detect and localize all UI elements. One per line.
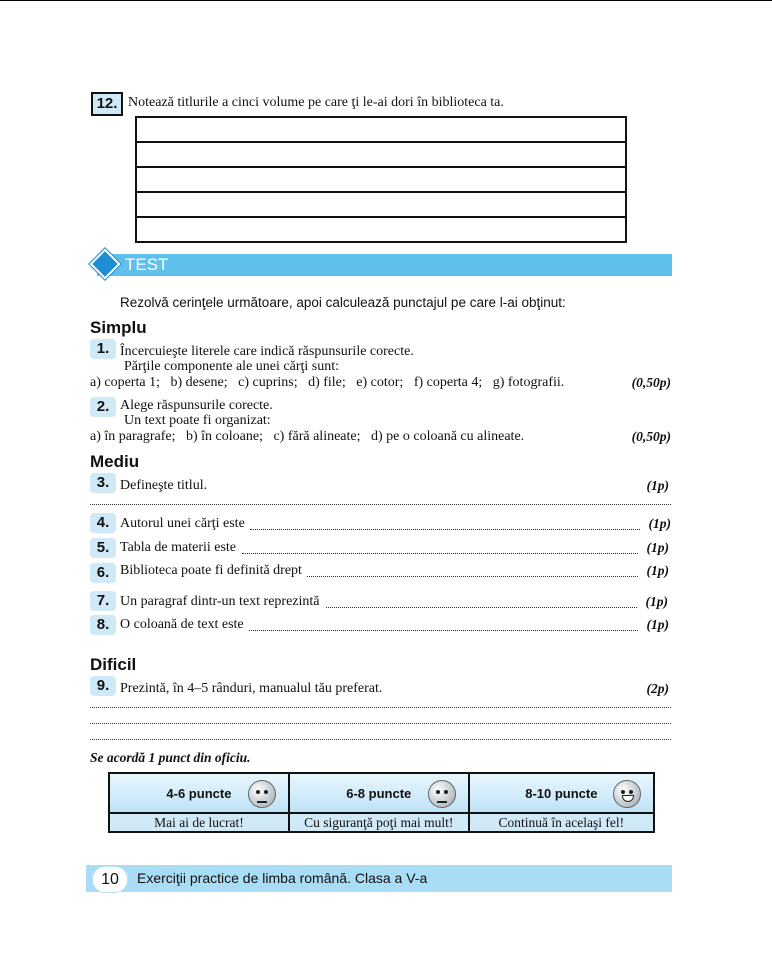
angry-face-icon (248, 780, 276, 808)
exercise-5-text: Tabla de materii este (120, 540, 237, 555)
test-instruction: Rezolvă cerinţele următoare, apoi calculează punctajul pe care l-ai obţinut: (120, 295, 566, 310)
happy-face-icon (613, 780, 641, 808)
answer-line[interactable] (135, 193, 627, 218)
exercise-5-points: (1p) (646, 540, 669, 555)
answer-dotted-line[interactable] (326, 607, 637, 608)
exercise-2-points: (0,50p) (631, 429, 671, 444)
answer-line[interactable] (135, 116, 627, 143)
exercise-3-number: 3. (90, 473, 116, 493)
answer-dotted-line[interactable] (250, 529, 640, 530)
exercise-3-points: (1p) (646, 478, 669, 493)
grade-message-high: Continuă în acelaşi fel! (469, 813, 654, 832)
exercise-12-text: Notează titlurile a cinci volume pe care ţi le-ai dori în biblioteca ta. (128, 95, 504, 110)
grade-header-cell (469, 773, 654, 813)
grade-header-mid: 6-8 puncte (346, 785, 412, 801)
exercise-1-line2: Părţile componente ale unei cărţi sunt: (124, 359, 339, 374)
exercise-4-number: 4. (90, 513, 116, 533)
thinking-face-icon (428, 780, 456, 808)
answer-dotted-line[interactable] (90, 504, 671, 505)
exercise-1-points: (0,50p) (631, 375, 671, 390)
answer-line[interactable] (135, 218, 627, 243)
exercise-2-number: 2. (90, 397, 116, 417)
answer-line[interactable] (135, 143, 627, 168)
page-number: 10 (92, 866, 128, 893)
section-dificil: Dificil (90, 655, 137, 674)
test-title: TEST (125, 255, 169, 274)
answer-dotted-line[interactable] (242, 553, 638, 554)
exercise-6-number: 6. (90, 563, 116, 583)
exercise-5-number: 5. (90, 538, 116, 558)
exercise-1-options: a) coperta 1; b) desene; c) cuprins; d) file; e) cotor; f) coperta 4; g) fotografii. (90, 375, 565, 390)
exercise-3-text: Defineşte titlul. (120, 478, 208, 493)
top-rule (0, 0, 772, 1)
grade-header-low: 4-6 puncte (166, 785, 232, 801)
exercise-4-points: (1p) (648, 516, 671, 531)
exercise-12-number: 12. (91, 92, 123, 116)
exercise-1-line1: Încercuieşte literele care indică răspunsurile corecte. (120, 344, 414, 359)
test-header-bar (97, 254, 672, 276)
exercise-6-points: (1p) (646, 563, 669, 578)
exercise-8-text: O coloană de text este (120, 617, 244, 632)
answer-dotted-line[interactable] (307, 576, 638, 577)
exercise-8-number: 8. (90, 615, 116, 635)
exercise-7-points: (1p) (645, 594, 668, 609)
answer-dotted-line[interactable] (90, 723, 671, 724)
answer-lines-table (135, 116, 627, 243)
grade-message-mid: Cu siguranţă poţi mai mult! (289, 813, 469, 832)
exercise-8-points: (1p) (646, 617, 669, 632)
grade-header-cell (289, 773, 469, 813)
exercise-1-number: 1. (90, 339, 116, 359)
answer-dotted-line[interactable] (90, 707, 671, 708)
grade-header-high: 8-10 puncte (525, 785, 598, 801)
answer-dotted-line[interactable] (90, 739, 671, 740)
exercise-7-text: Un paragraf dintr-un text reprezintă (120, 594, 320, 609)
exercise-9-number: 9. (90, 676, 116, 696)
section-mediu: Mediu (90, 452, 140, 471)
exercise-9-text: Prezintă, în 4–5 rânduri, manualul tău preferat. (120, 681, 383, 696)
section-simplu: Simplu (90, 318, 147, 337)
answer-dotted-line[interactable] (249, 630, 638, 631)
grading-table (108, 772, 655, 833)
exercise-9-points: (2p) (646, 681, 669, 696)
exercise-4-text: Autorul unei cărţi este (120, 516, 245, 531)
exercise-7-number: 7. (90, 591, 116, 611)
footer-title: Exerciţii practice de limba română. Clasa a V-a (137, 870, 428, 886)
exercise-2-line2: Un text poate fi organizat: (124, 413, 271, 428)
answer-line[interactable] (135, 168, 627, 193)
grade-header-cell (109, 773, 289, 813)
exercise-2-options: a) în paragrafe; b) în coloane; c) fără alineate; d) pe o coloană cu alineate. (90, 429, 525, 444)
bonus-note: Se acordă 1 punct din oficiu. (90, 750, 251, 765)
grade-message-low: Mai ai de lucrat! (109, 813, 289, 832)
exercise-2-line1: Alege răspunsurile corecte. (120, 398, 273, 413)
exercise-6-text: Biblioteca poate fi definită drept (120, 563, 302, 578)
